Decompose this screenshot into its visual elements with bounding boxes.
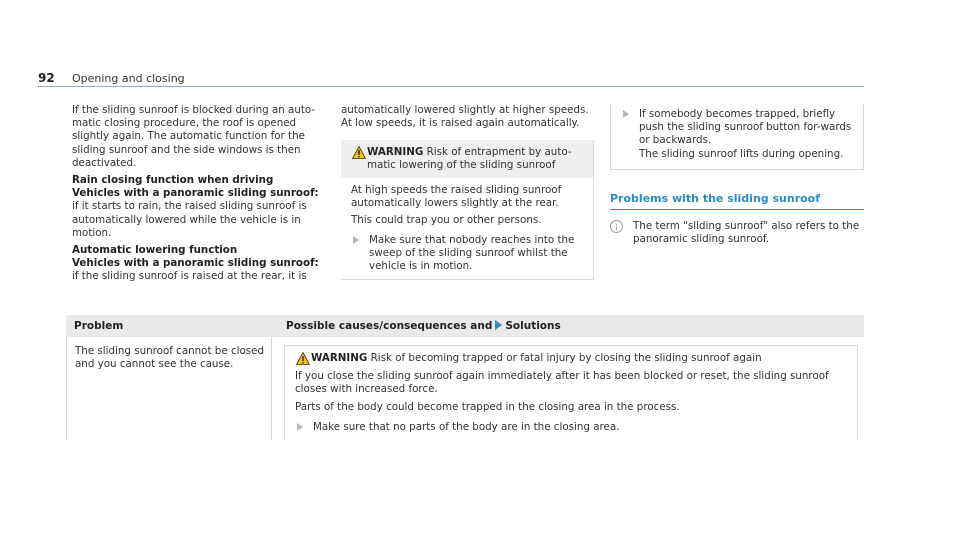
row1-step	[295, 421, 849, 434]
step-arrow-icon	[297, 423, 303, 431]
step-box	[610, 104, 864, 170]
vehicles-label: Vehicles with a panoramic sliding sunroof:	[72, 187, 319, 200]
problems-heading: Problems with the sliding sunroof	[610, 191, 821, 205]
row1-warning-header	[295, 352, 849, 365]
problems-table	[66, 315, 864, 440]
warning-title: WARNING	[367, 146, 424, 159]
table-header	[66, 315, 864, 337]
warning-icon	[295, 352, 311, 365]
row1-line-2: Parts of the body could become trapped in the closing area in the process.	[295, 400, 680, 413]
warning-head-text: Risk of entrapment by auto-matic lowering of the sliding sunroof	[367, 146, 572, 172]
problems-heading-rule	[610, 209, 864, 210]
warning-step	[351, 234, 583, 273]
vehicles-label-2: Vehicles with a panoramic sliding sunroof:	[72, 257, 319, 270]
col-solutions-label: Solutions	[505, 320, 561, 332]
warning-step-text: Make sure that nobody reaches into the sweep of the sliding sunroof whilst the vehicle is in motion.	[369, 234, 575, 273]
warning-body	[341, 178, 593, 279]
step-result-text: The sliding sunroof lifts during opening.	[639, 147, 844, 160]
row1-warning-box	[284, 345, 858, 440]
col-causes-label: Possible causes/consequences and	[286, 320, 493, 332]
row1-causes-cell	[272, 337, 864, 440]
row1-warning-content	[285, 346, 857, 434]
lowering-text: if the sliding sunroof is raised at the rear, it is	[72, 270, 307, 283]
step-arrow-icon	[623, 110, 629, 118]
column-1	[72, 104, 322, 284]
col-causes-header	[274, 320, 561, 332]
step-trapped	[621, 108, 853, 161]
row1-step-text: Make sure that no parts of the body are in the closing area.	[313, 420, 620, 433]
step-trapped-text: If somebody becomes trapped, briefly push the sliding sunroof button for-wards or backwards.	[639, 108, 852, 147]
heading-rain-closing: Rain closing function when driving	[72, 174, 274, 187]
column-3	[610, 104, 864, 246]
warning-line-1: At high speeds the raised sliding sunroof automatically lowers slightly at the rear.	[351, 184, 562, 210]
rain-text: if it starts to rain, the raised sliding sunroof is automatically lowered while the vehicle is in motion.	[72, 200, 307, 239]
warning-line-2: This could trap you or other persons.	[351, 214, 542, 227]
info-icon: i	[610, 220, 623, 233]
header-rule	[38, 86, 864, 87]
row1-warning-head: Risk of becoming trapped or fatal injury by closing the sliding sunroof again	[370, 352, 762, 364]
column-2	[341, 104, 595, 280]
paragraph-blocked: If the sliding sunroof is blocked during an auto-matic closing procedure, the roof is opened slightly again. The automatic function for the sliding sunroof and the side windows is then deactivated.	[72, 104, 316, 169]
warning-box	[341, 140, 594, 280]
section-title: Opening and closing	[72, 72, 185, 85]
page-number: 92	[38, 71, 55, 85]
heading-auto-lowering: Automatic lowering function	[72, 244, 238, 257]
row1-problem: The sliding sunroof cannot be closed and you cannot see the cause.	[66, 337, 272, 440]
info-note	[610, 220, 864, 246]
row1-line-1: If you close the sliding sunroof again immediately after it has been blocked or reset, the sliding sunroof closes with increased force.	[295, 370, 829, 396]
step-arrow-icon	[353, 236, 359, 244]
info-text: The term "sliding sunroof" also refers to the panoramic sliding sunroof.	[633, 220, 860, 246]
warning-header	[341, 140, 593, 178]
paragraph-auto-lowered: automatically lowered slightly at higher speeds. At low speeds, it is raised again automatically.	[341, 104, 589, 130]
row1-warning-title: WARNING	[311, 352, 368, 364]
table-row	[66, 337, 864, 440]
col-problem-header: Problem	[74, 320, 124, 332]
solutions-arrow-icon	[495, 320, 502, 330]
warning-icon	[351, 146, 367, 159]
